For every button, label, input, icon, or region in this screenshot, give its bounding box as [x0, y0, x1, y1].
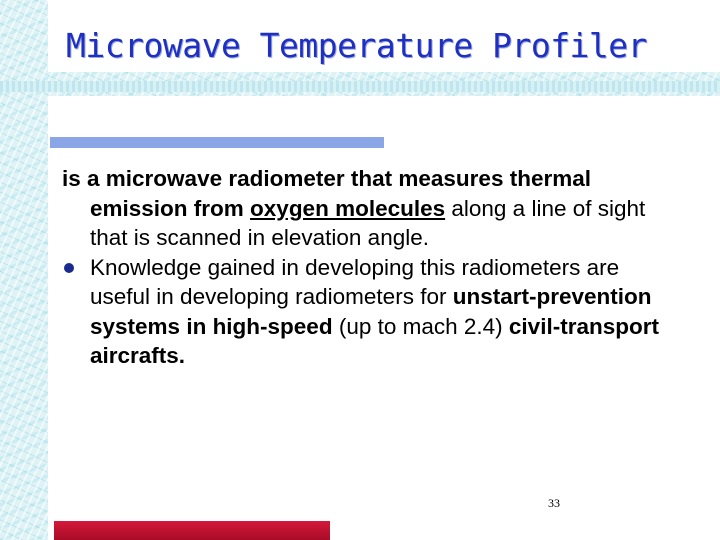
slide-body [62, 164, 662, 371]
intro-paragraph [62, 164, 662, 253]
footer-bar [54, 521, 330, 540]
bullet-keyword-civil-transport: civil-transport aircrafts. [90, 313, 659, 368]
title-rule [0, 81, 720, 92]
bullet-item [62, 253, 662, 371]
accent-bar [50, 137, 384, 148]
intro-keyword-oxygen: oxygen molecules [250, 195, 446, 221]
page-number: 33 [548, 496, 560, 510]
bullet-text-mach: (up to mach 2.4) [332, 313, 509, 339]
intro-text-start: is a microwave radiometer that measures thermal emission from [62, 166, 591, 221]
bullet-dot-icon [64, 263, 74, 273]
bullet-text-start: Knowledge gained in developing this radiometers are useful in developing radiometers for [90, 254, 620, 309]
intro-text-end: along a line of sight that is scanned in elevation angle. [90, 195, 646, 250]
bullet-keyword-unstart: unstart-prevention systems in high-speed [90, 284, 652, 339]
slide-title: Microwave Temperature Profiler [66, 26, 648, 65]
